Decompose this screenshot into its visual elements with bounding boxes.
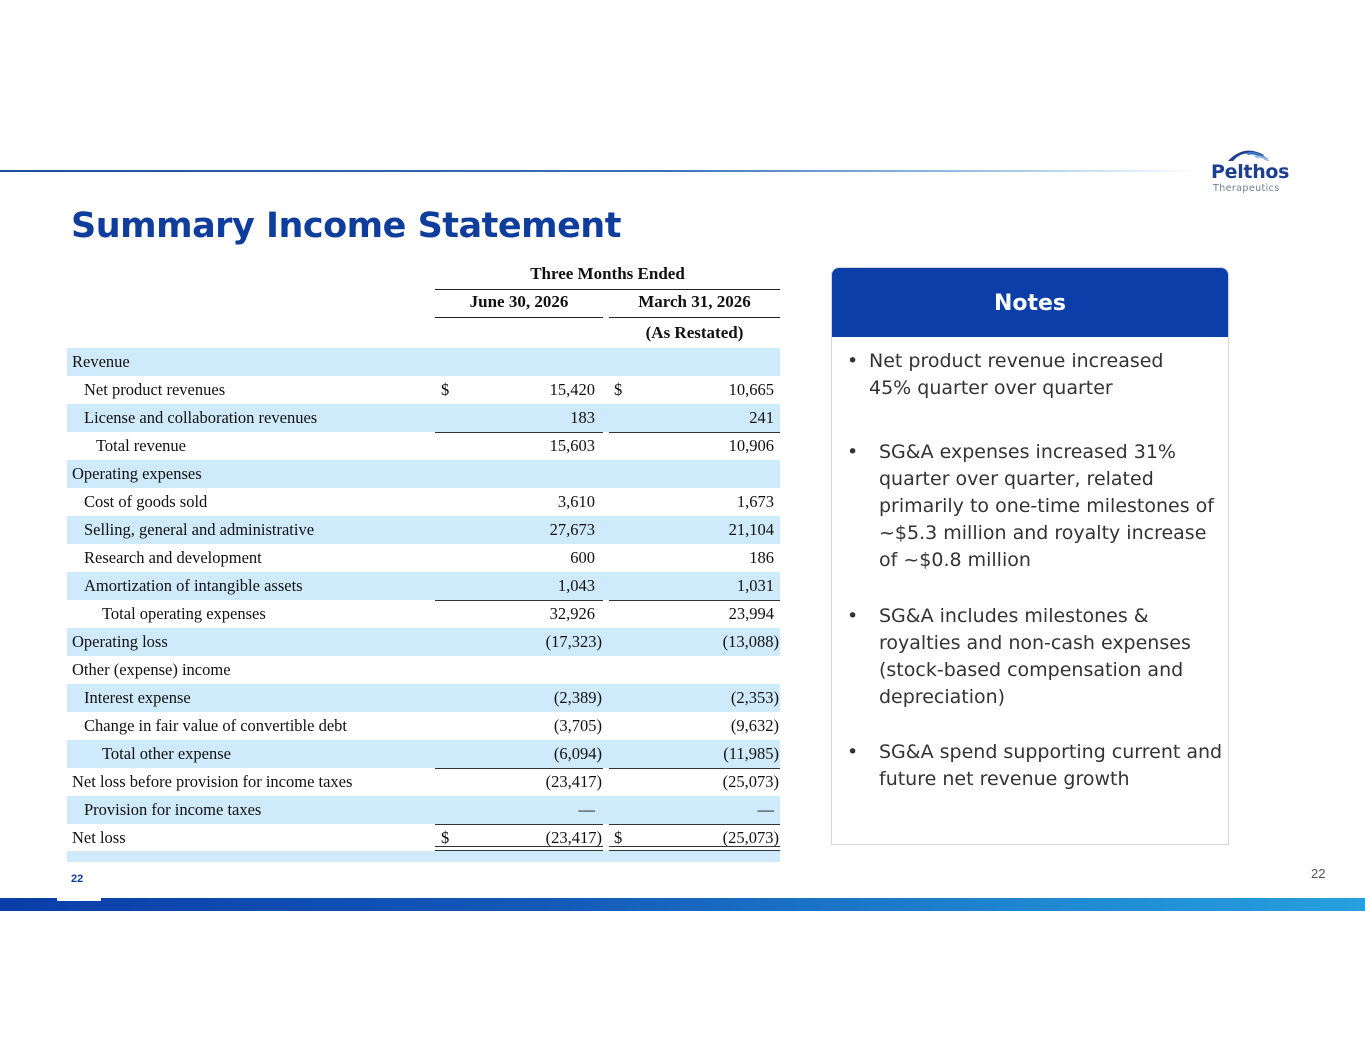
value-june: 32,926 — [549, 604, 595, 623]
row-label: Total revenue — [96, 436, 187, 455]
table-row — [67, 628, 780, 656]
value-march: (25,073) — [722, 828, 779, 847]
value-june: 15,603 — [549, 436, 595, 455]
table-row — [67, 684, 780, 712]
bullet-icon: • — [847, 741, 859, 763]
footer-bar — [0, 898, 1365, 911]
value-march: (9,632) — [730, 716, 779, 735]
value-june: (23,417) — [545, 828, 602, 847]
note-text: SG&A includes milestones & royalties and non-cash expenses (stock-based compensation and depreciation) — [879, 605, 1191, 708]
page-number-right: 22 — [1311, 866, 1326, 881]
value-march: (11,985) — [723, 744, 779, 763]
col1-header-rule — [435, 317, 603, 318]
table-row — [67, 656, 780, 684]
col2-header-rule — [609, 317, 780, 318]
logo-arc-icon — [1224, 146, 1274, 162]
table-row — [67, 768, 780, 796]
value-june: (6,094) — [553, 744, 602, 763]
row-label: Net loss — [72, 828, 126, 847]
value-march: — — [757, 800, 774, 819]
col1-header: June 30, 2026 — [469, 292, 569, 311]
row-label: Operating expenses — [72, 464, 202, 483]
col2-subheader: (As Restated) — [645, 323, 744, 342]
company-logo — [1208, 146, 1300, 196]
value-june: 15,420 — [549, 380, 595, 399]
row-label: Revenue — [72, 352, 130, 371]
table-row — [67, 544, 780, 572]
income-statement-table — [67, 262, 780, 862]
value-june: — — [578, 800, 595, 819]
period-header: Three Months Ended — [530, 264, 685, 283]
value-june: (2,389) — [553, 688, 602, 707]
value-march: 241 — [749, 408, 774, 427]
col2-header: March 31, 2026 — [638, 292, 751, 311]
bullet-icon: • — [847, 605, 859, 627]
value-march: 186 — [749, 548, 774, 567]
table-row — [67, 572, 780, 600]
note-text: Net product revenue increased 45% quarter over quarter — [869, 350, 1164, 399]
table-row — [67, 460, 780, 488]
table-row — [67, 600, 780, 628]
currency-symbol: $ — [441, 380, 450, 399]
row-label: Provision for income taxes — [84, 800, 262, 819]
bullet-icon: • — [847, 350, 859, 372]
notes-panel — [831, 267, 1229, 845]
value-march: (25,073) — [722, 772, 779, 791]
row-label: Selling, general and administrative — [84, 520, 315, 539]
value-march: 10,906 — [728, 436, 774, 455]
row-label: Cost of goods sold — [84, 492, 208, 511]
table-row — [67, 516, 780, 544]
page-number-left: 22 — [71, 873, 84, 885]
row-label: Change in fair value of convertible debt — [84, 716, 347, 735]
value-march: 23,994 — [728, 604, 774, 623]
table-row — [67, 488, 780, 516]
notes-title: Notes — [832, 268, 1228, 337]
table-row — [67, 740, 780, 768]
value-june: (3,705) — [553, 716, 602, 735]
value-march: 21,104 — [728, 520, 774, 539]
footer-notch — [57, 898, 101, 901]
header-rule — [0, 170, 1200, 172]
value-june: 600 — [570, 548, 595, 567]
value-march: (13,088) — [722, 632, 779, 651]
value-march: 1,673 — [736, 492, 774, 511]
row-label: Interest expense — [84, 688, 191, 707]
period-header-rule — [435, 289, 780, 290]
value-march: 1,031 — [736, 576, 774, 595]
table-row — [67, 432, 780, 460]
table-row — [67, 796, 780, 824]
row-label: Research and development — [84, 548, 262, 567]
row-label: Operating loss — [72, 632, 168, 651]
row-label: Net loss before provision for income taxes — [72, 772, 353, 791]
row-label: License and collaboration revenues — [84, 408, 318, 427]
currency-symbol: $ — [614, 828, 623, 847]
value-june: 3,610 — [557, 492, 595, 511]
bullet-icon: • — [847, 441, 859, 463]
table-footer-band — [67, 851, 780, 862]
value-march: 10,665 — [728, 380, 774, 399]
value-june: 27,673 — [549, 520, 595, 539]
row-label: Net product revenues — [84, 380, 226, 399]
page-title: Summary Income Statement — [71, 206, 621, 246]
logo-tagline: Therapeutics — [1213, 183, 1280, 194]
value-march: (2,353) — [730, 688, 779, 707]
currency-symbol: $ — [614, 380, 623, 399]
table-row — [67, 404, 780, 432]
currency-symbol: $ — [441, 828, 450, 847]
value-june: 183 — [570, 408, 595, 427]
row-label: Total other expense — [102, 744, 231, 763]
note-text: SG&A expenses increased 31% quarter over quarter, related primarily to one-time milestones of ~$5.3 million and royalty increase of ~$0.8 million — [879, 441, 1214, 571]
row-label: Amortization of intangible assets — [84, 576, 303, 595]
table-row — [67, 376, 780, 404]
row-label: Total operating expenses — [102, 604, 266, 623]
value-june: (23,417) — [545, 772, 602, 791]
value-june: (17,323) — [545, 632, 602, 651]
value-june: 1,043 — [557, 576, 595, 595]
table-row — [67, 348, 780, 376]
row-label: Other (expense) income — [72, 660, 231, 679]
table-row — [67, 712, 780, 740]
note-text: SG&A spend supporting current and future net revenue growth — [879, 741, 1223, 790]
logo-name: Pelthos — [1211, 161, 1290, 183]
